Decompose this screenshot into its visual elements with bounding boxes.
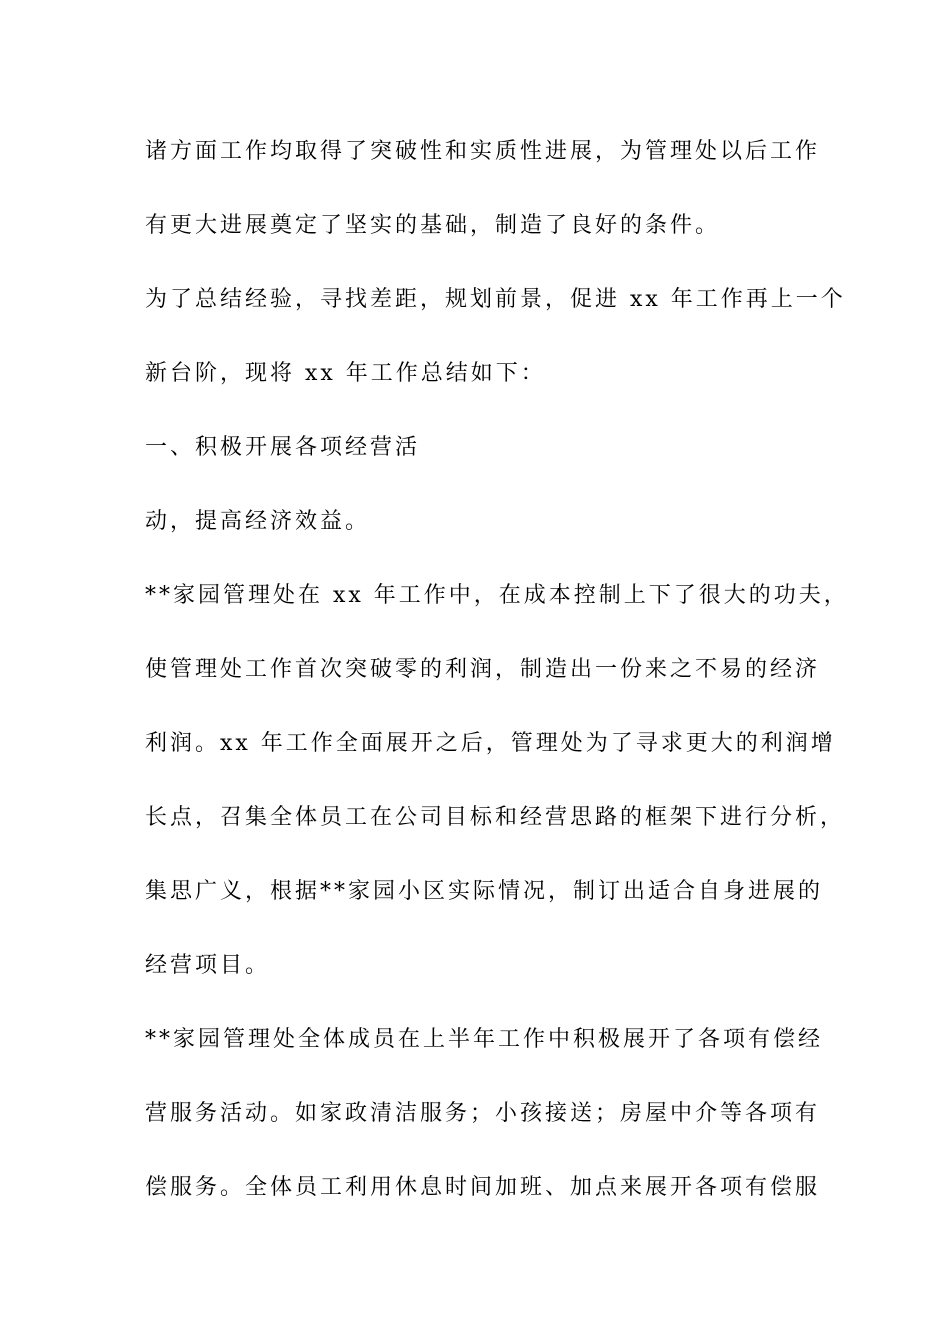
document-body (145, 125, 849, 1235)
text-line: 利润。xx 年工作全面展开之后，管理处为了寻求更大的利润增 (145, 731, 836, 756)
text-line: 使管理处工作首次突破零的利润，制造出一份来之不易的经济 (145, 657, 821, 682)
text-line: 诸方面工作均取得了突破性和实质性进展，为管理处以后工作 (145, 139, 821, 164)
text-line: 集思广义，根据**家园小区实际情况，制订出适合自身进展的 (145, 879, 824, 904)
text-line: 经营项目。 (145, 953, 271, 978)
text-line: 有更大进展奠定了坚实的基础，制造了良好的条件。 (145, 213, 721, 238)
text-line: **家园管理处全体成员在上半年工作中积极展开了各项有偿经 (145, 1027, 824, 1052)
text-line: 偿服务。全体员工利用休息时间加班、加点来展开各项有偿服 (145, 1175, 821, 1200)
text-line: **家园管理处在 xx 年工作中，在成本控制上下了很大的功夫， (145, 583, 849, 608)
text-line: 为了总结经验，寻找差距，规划前景，促进 xx 年工作再上一个 (145, 287, 846, 312)
text-line: 新台阶，现将 xx 年工作总结如下： (145, 361, 546, 386)
text-line: 营服务活动。如家政清洁服务；小孩接送；房屋中介等各项有 (145, 1101, 821, 1126)
section-heading: 一、积极开展各项经营活 (145, 435, 421, 460)
text-line: 动，提高经济效益。 (145, 509, 371, 534)
text-line: 长点，召集全体员工在公司目标和经营思路的框架下进行分析， (145, 805, 846, 830)
